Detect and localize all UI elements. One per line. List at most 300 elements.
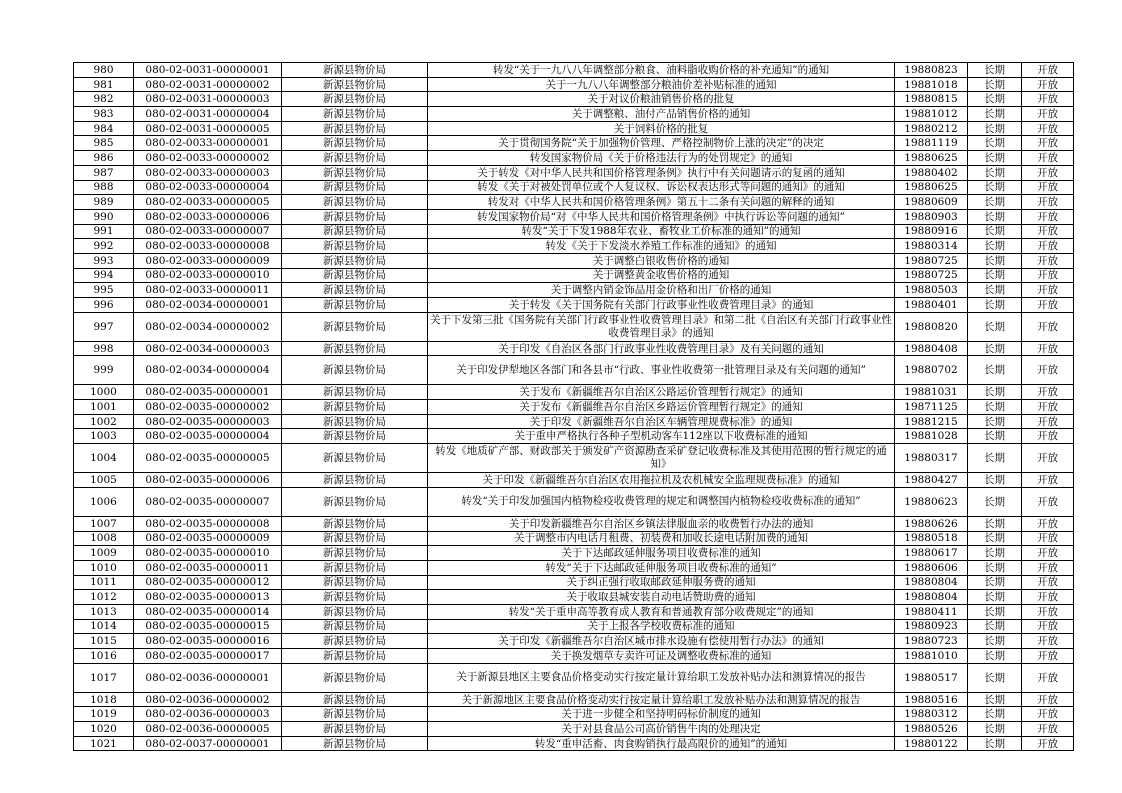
archive-code-cell: 080-02-0034-00000002 [134,312,282,341]
archive-code-cell: 080-02-0035-00000009 [134,531,282,546]
access-status-cell: 开放 [1022,136,1074,151]
table-row [74,429,1074,444]
access-status-cell: 开放 [1022,239,1074,254]
unit-cell: 新源县物价局 [282,341,428,356]
archive-code-cell: 080-02-0035-00000006 [134,473,282,488]
retention-term-cell: 长期 [968,400,1022,415]
unit-cell: 新源县物价局 [282,283,428,298]
unit-cell: 新源县物价局 [282,195,428,210]
access-status-cell: 开放 [1022,121,1074,136]
archive-code-cell: 080-02-0033-00000009 [134,253,282,268]
archive-code-cell: 080-02-0031-00000002 [134,77,282,92]
archive-code-cell: 080-02-0033-00000005 [134,195,282,210]
document-title-cell: 关于进一步健全和坚持明码标价制度的通知 [428,707,895,722]
document-title-cell: 关于下发第三批《国务院有关部门行政事业性收费管理目录》和第二批《自治区有关部门行政事业性收费管理目录》的通知 [428,312,895,341]
row-number-cell: 1009 [74,546,134,561]
access-status-cell: 开放 [1022,268,1074,283]
document-title-cell: 转发《关于下发淡水养殖工作标准的通知》的通知 [428,239,895,254]
row-number-cell: 986 [74,151,134,166]
access-status-cell: 开放 [1022,707,1074,722]
access-status-cell: 开放 [1022,516,1074,531]
date-cell: 19880411 [895,604,968,619]
archive-code-cell: 080-02-0036-00000001 [134,663,282,692]
row-number-cell: 1018 [74,692,134,707]
document-title-cell: 关于饲料价格的批复 [428,121,895,136]
document-title-cell: 关于发布《新疆维吾尔自治区公路运价管理暂行规定》的通知 [428,385,895,400]
table-row [74,195,1074,210]
access-status-cell: 开放 [1022,224,1074,239]
row-number-cell: 1004 [74,444,134,473]
archive-code-cell: 080-02-0035-00000008 [134,516,282,531]
document-title-cell: 关于重申严格执行各种子型机动客车112座以下收费标准的通知 [428,429,895,444]
table-row [74,546,1074,561]
table-row [74,531,1074,546]
date-cell: 19880820 [895,312,968,341]
access-status-cell: 开放 [1022,356,1074,385]
unit-cell: 新源县物价局 [282,546,428,561]
row-number-cell: 1021 [74,736,134,751]
document-title-cell: 关于印发《自治区各部门行政事业性收费管理目录》及有关问题的通知 [428,341,895,356]
document-title-cell: 转发“关于印发加强国内植物检疫收费管理的规定和调整国内植物检疫收费标准的通知” [428,487,895,516]
access-status-cell: 开放 [1022,590,1074,605]
date-cell: 19880427 [895,473,968,488]
unit-cell: 新源县物价局 [282,649,428,664]
unit-cell: 新源县物价局 [282,312,428,341]
unit-cell: 新源县物价局 [282,253,428,268]
retention-term-cell: 长期 [968,195,1022,210]
access-status-cell: 开放 [1022,253,1074,268]
retention-term-cell: 长期 [968,209,1022,224]
retention-term-cell: 长期 [968,385,1022,400]
unit-cell: 新源县物价局 [282,487,428,516]
archive-code-cell: 080-02-0031-00000004 [134,107,282,122]
archive-code-cell: 080-02-0035-00000014 [134,604,282,619]
date-cell: 19880625 [895,151,968,166]
date-cell: 19880606 [895,560,968,575]
table-row [74,575,1074,590]
document-title-cell: 关于纠正强行收取邮政延伸服务费的通知 [428,575,895,590]
archive-code-cell: 080-02-0033-00000011 [134,283,282,298]
unit-cell: 新源县物价局 [282,692,428,707]
archive-code-cell: 080-02-0035-00000017 [134,649,282,664]
document-title-cell: 关于转发《对中华人民共和国价格管理条例》执行中有关问题请示的复函的通知 [428,165,895,180]
table-row [74,663,1074,692]
date-cell: 19880314 [895,239,968,254]
table-row [74,649,1074,664]
row-number-cell: 983 [74,107,134,122]
date-cell: 19880212 [895,121,968,136]
document-title-cell: 关于印发《新疆维吾尔自治区城市排水设施有偿使用暂行办法》的通知 [428,634,895,649]
unit-cell: 新源县物价局 [282,151,428,166]
date-cell: 19880516 [895,692,968,707]
retention-term-cell: 长期 [968,92,1022,107]
retention-term-cell: 长期 [968,722,1022,737]
row-number-cell: 981 [74,77,134,92]
unit-cell: 新源县物价局 [282,180,428,195]
archive-code-cell: 080-02-0033-00000004 [134,180,282,195]
row-number-cell: 1016 [74,649,134,664]
retention-term-cell: 长期 [968,692,1022,707]
row-number-cell: 1003 [74,429,134,444]
unit-cell: 新源县物价局 [282,239,428,254]
access-status-cell: 开放 [1022,604,1074,619]
document-title-cell: 关于转发《关于国务院有关部门行政事业性收费管理目录》的通知 [428,298,895,313]
date-cell: 19880503 [895,283,968,298]
archive-code-cell: 080-02-0035-00000010 [134,546,282,561]
row-number-cell: 993 [74,253,134,268]
row-number-cell: 1008 [74,531,134,546]
document-title-cell: 关于印发伊犁地区各部门和各县市“行政、事业性收费第一批管理目录及有关问题的通知” [428,356,895,385]
archive-code-cell: 080-02-0035-00000013 [134,590,282,605]
archive-code-cell: 080-02-0031-00000003 [134,92,282,107]
document-title-cell: 关于发布《新疆维吾尔自治区乡路运价管理暂行规定》的通知 [428,400,895,415]
table-row [74,77,1074,92]
table-row [74,341,1074,356]
unit-cell: 新源县物价局 [282,736,428,751]
access-status-cell: 开放 [1022,107,1074,122]
date-cell: 19880815 [895,92,968,107]
table-row [74,107,1074,122]
date-cell: 19880609 [895,195,968,210]
row-number-cell: 990 [74,209,134,224]
unit-cell: 新源县物价局 [282,516,428,531]
table-row [74,209,1074,224]
archive-code-cell: 080-02-0035-00000002 [134,400,282,415]
archive-code-cell: 080-02-0034-00000001 [134,298,282,313]
date-cell: 19880401 [895,298,968,313]
unit-cell: 新源县物价局 [282,722,428,737]
row-number-cell: 1012 [74,590,134,605]
table-row [74,590,1074,605]
document-title-cell: 关于调整粮、油付产品销售价格的通知 [428,107,895,122]
archive-code-cell: 080-02-0035-00000012 [134,575,282,590]
access-status-cell: 开放 [1022,546,1074,561]
archive-code-cell: 080-02-0033-00000007 [134,224,282,239]
row-number-cell: 989 [74,195,134,210]
retention-term-cell: 长期 [968,444,1022,473]
row-number-cell: 1000 [74,385,134,400]
unit-cell: 新源县物价局 [282,707,428,722]
document-title-cell: 关于贯彻国务院“关于加强物价管理、严格控制物价上涨的决定”的决定 [428,136,895,151]
unit-cell: 新源县物价局 [282,298,428,313]
row-number-cell: 996 [74,298,134,313]
unit-cell: 新源县物价局 [282,63,428,78]
document-title-cell: 关于对议价粮油销售价格的批复 [428,92,895,107]
archive-code-cell: 080-02-0033-00000008 [134,239,282,254]
archive-code-cell: 080-02-0036-00000002 [134,692,282,707]
document-title-cell: 关于印发新疆维吾尔自治区乡镇法律服血亲的收费暂行办法的通知 [428,516,895,531]
access-status-cell: 开放 [1022,63,1074,78]
document-title-cell: 关于新源地区主要食品价格变动实行按定量计算给职工发放补贴办法和测算情况的报告 [428,692,895,707]
unit-cell: 新源县物价局 [282,663,428,692]
date-cell: 19881031 [895,385,968,400]
archive-code-cell: 080-02-0034-00000004 [134,356,282,385]
date-cell: 19880408 [895,341,968,356]
access-status-cell: 开放 [1022,209,1074,224]
archive-code-cell: 080-02-0035-00000011 [134,560,282,575]
archive-code-cell: 080-02-0033-00000003 [134,165,282,180]
table-row [74,253,1074,268]
date-cell: 19880312 [895,707,968,722]
table-row [74,239,1074,254]
retention-term-cell: 长期 [968,531,1022,546]
table-row [74,283,1074,298]
archive-code-cell: 080-02-0033-00000001 [134,136,282,151]
document-title-cell: 关于印发《新疆维吾尔自治区车辆管理规费标准》的通知 [428,414,895,429]
row-number-cell: 997 [74,312,134,341]
access-status-cell: 开放 [1022,487,1074,516]
archive-code-cell: 080-02-0037-00000001 [134,736,282,751]
unit-cell: 新源县物价局 [282,268,428,283]
retention-term-cell: 长期 [968,180,1022,195]
access-status-cell: 开放 [1022,663,1074,692]
archive-code-cell: 080-02-0035-00000005 [134,444,282,473]
table-row [74,473,1074,488]
row-number-cell: 1011 [74,575,134,590]
row-number-cell: 1014 [74,619,134,634]
retention-term-cell: 长期 [968,77,1022,92]
date-cell: 19881012 [895,107,968,122]
table-row [74,121,1074,136]
access-status-cell: 开放 [1022,619,1074,634]
archive-code-cell: 080-02-0033-00000002 [134,151,282,166]
access-status-cell: 开放 [1022,722,1074,737]
document-title-cell: 关于一九八八年调整部分粮油价差补贴标准的通知 [428,77,895,92]
unit-cell: 新源县物价局 [282,92,428,107]
unit-cell: 新源县物价局 [282,590,428,605]
unit-cell: 新源县物价局 [282,575,428,590]
table-row [74,356,1074,385]
access-status-cell: 开放 [1022,77,1074,92]
unit-cell: 新源县物价局 [282,77,428,92]
row-number-cell: 1010 [74,560,134,575]
table-row [74,298,1074,313]
document-title-cell: 关于收取县城安装自动电话赞助费的通知 [428,590,895,605]
date-cell: 19880823 [895,63,968,78]
table-row [74,619,1074,634]
date-cell: 19880916 [895,224,968,239]
row-number-cell: 1001 [74,400,134,415]
date-cell: 19881119 [895,136,968,151]
date-cell: 19880725 [895,253,968,268]
retention-term-cell: 长期 [968,634,1022,649]
date-cell: 19880402 [895,165,968,180]
retention-term-cell: 长期 [968,121,1022,136]
retention-term-cell: 长期 [968,298,1022,313]
retention-term-cell: 长期 [968,736,1022,751]
date-cell: 19880518 [895,531,968,546]
date-cell: 19880725 [895,268,968,283]
document-title-cell: 关于新源县地区主要食品价格变动实行按定量计算给职工发放补贴办法和测算情况的报告 [428,663,895,692]
date-cell: 19880626 [895,516,968,531]
document-title-cell: 转发《地质矿产部、财政部关于颁发矿产资源勘查采矿登记收费标准及其使用范围的暂行规定的通知》 [428,444,895,473]
access-status-cell: 开放 [1022,385,1074,400]
retention-term-cell: 长期 [968,253,1022,268]
row-number-cell: 1013 [74,604,134,619]
unit-cell: 新源县物价局 [282,356,428,385]
table-row [74,400,1074,415]
table-row [74,92,1074,107]
date-cell: 19880122 [895,736,968,751]
document-title-cell: 转发“关于下达邮政延伸服务项目收费标准的通知” [428,560,895,575]
retention-term-cell: 长期 [968,619,1022,634]
document-title-cell: 转发“关于重申高等教育成人教育和普通教育部分收费规定”的通知 [428,604,895,619]
row-number-cell: 998 [74,341,134,356]
table-row [74,180,1074,195]
retention-term-cell: 长期 [968,224,1022,239]
unit-cell: 新源县物价局 [282,414,428,429]
archive-code-cell: 080-02-0035-00000015 [134,619,282,634]
document-title-cell: 关于对县食品公司高价销售牛肉的处理决定 [428,722,895,737]
retention-term-cell: 长期 [968,136,1022,151]
retention-term-cell: 长期 [968,663,1022,692]
document-title-cell: 关于调整市内电话月租费、初装费和加收长途电话附加费的通知 [428,531,895,546]
table-body [74,63,1074,751]
retention-term-cell: 长期 [968,268,1022,283]
retention-term-cell: 长期 [968,429,1022,444]
row-number-cell: 992 [74,239,134,254]
date-cell: 19880923 [895,619,968,634]
row-number-cell: 1005 [74,473,134,488]
archive-code-cell: 080-02-0033-00000010 [134,268,282,283]
retention-term-cell: 长期 [968,341,1022,356]
archive-code-cell: 080-02-0031-00000005 [134,121,282,136]
unit-cell: 新源县物价局 [282,429,428,444]
access-status-cell: 开放 [1022,298,1074,313]
date-cell: 19880625 [895,180,968,195]
date-cell: 19880903 [895,209,968,224]
date-cell: 19880804 [895,590,968,605]
document-title-cell: 关于下达邮政延伸服务项目收费标准的通知 [428,546,895,561]
access-status-cell: 开放 [1022,414,1074,429]
table-row [74,165,1074,180]
table-row [74,692,1074,707]
retention-term-cell: 长期 [968,707,1022,722]
table-row [74,604,1074,619]
row-number-cell: 985 [74,136,134,151]
access-status-cell: 开放 [1022,180,1074,195]
document-title-cell: 关于调整内销金饰品用金价格和出厂价格的通知 [428,283,895,298]
archive-code-cell: 080-02-0035-00000004 [134,429,282,444]
row-number-cell: 995 [74,283,134,298]
date-cell: 19881028 [895,429,968,444]
table-row [74,385,1074,400]
row-number-cell: 999 [74,356,134,385]
unit-cell: 新源县物价局 [282,634,428,649]
access-status-cell: 开放 [1022,575,1074,590]
access-status-cell: 开放 [1022,634,1074,649]
unit-cell: 新源县物价局 [282,107,428,122]
retention-term-cell: 长期 [968,239,1022,254]
table-row [74,151,1074,166]
retention-term-cell: 长期 [968,560,1022,575]
table-row [74,722,1074,737]
table-row [74,312,1074,341]
retention-term-cell: 长期 [968,414,1022,429]
archive-code-cell: 080-02-0035-00000016 [134,634,282,649]
table-row [74,634,1074,649]
row-number-cell: 1015 [74,634,134,649]
unit-cell: 新源县物价局 [282,224,428,239]
archive-code-cell: 080-02-0035-00000001 [134,385,282,400]
document-title-cell: 转发“关于下发1988年农业、畜牧业工价标准的通知”的通知 [428,224,895,239]
row-number-cell: 1019 [74,707,134,722]
retention-term-cell: 长期 [968,63,1022,78]
date-cell: 19880723 [895,634,968,649]
table-row [74,63,1074,78]
access-status-cell: 开放 [1022,151,1074,166]
access-status-cell: 开放 [1022,692,1074,707]
row-number-cell: 984 [74,121,134,136]
document-title-cell: 转发国家物价局“对《中华人民共和国价格管理条例》中执行诉讼等问题的通知” [428,209,895,224]
unit-cell: 新源县物价局 [282,121,428,136]
date-cell: 19881018 [895,77,968,92]
row-number-cell: 1006 [74,487,134,516]
access-status-cell: 开放 [1022,283,1074,298]
retention-term-cell: 长期 [968,487,1022,516]
date-cell: 19881010 [895,649,968,664]
date-cell: 19880517 [895,663,968,692]
date-cell: 19880702 [895,356,968,385]
access-status-cell: 开放 [1022,195,1074,210]
row-number-cell: 1002 [74,414,134,429]
document-title-cell: 关于换发烟草专卖许可证及调整收费标准的通知 [428,649,895,664]
access-status-cell: 开放 [1022,341,1074,356]
retention-term-cell: 长期 [968,546,1022,561]
archive-code-cell: 080-02-0031-00000001 [134,63,282,78]
retention-term-cell: 长期 [968,575,1022,590]
retention-term-cell: 长期 [968,590,1022,605]
row-number-cell: 982 [74,92,134,107]
row-number-cell: 1020 [74,722,134,737]
retention-term-cell: 长期 [968,312,1022,341]
date-cell: 19880623 [895,487,968,516]
unit-cell: 新源县物价局 [282,444,428,473]
access-status-cell: 开放 [1022,92,1074,107]
date-cell: 19880317 [895,444,968,473]
table-row [74,414,1074,429]
access-status-cell: 开放 [1022,473,1074,488]
unit-cell: 新源县物价局 [282,619,428,634]
retention-term-cell: 长期 [968,649,1022,664]
document-title-cell: 转发“重申活畜、肉食购销执行最高限价的通知”的通知 [428,736,895,751]
unit-cell: 新源县物价局 [282,560,428,575]
access-status-cell: 开放 [1022,560,1074,575]
date-cell: 19871125 [895,400,968,415]
document-title-cell: 关于调整黄金收售价格的通知 [428,268,895,283]
unit-cell: 新源县物价局 [282,604,428,619]
access-status-cell: 开放 [1022,429,1074,444]
date-cell: 19881215 [895,414,968,429]
document-title-cell: 转发国家物价局《关于价格违法行为的处罚规定》的通知 [428,151,895,166]
row-number-cell: 1007 [74,516,134,531]
retention-term-cell: 长期 [968,165,1022,180]
date-cell: 19880526 [895,722,968,737]
table-row [74,560,1074,575]
table-row [74,707,1074,722]
archive-catalog-table [73,62,1074,751]
unit-cell: 新源县物价局 [282,400,428,415]
table-row [74,444,1074,473]
archive-code-cell: 080-02-0033-00000006 [134,209,282,224]
row-number-cell: 991 [74,224,134,239]
row-number-cell: 987 [74,165,134,180]
unit-cell: 新源县物价局 [282,473,428,488]
access-status-cell: 开放 [1022,649,1074,664]
row-number-cell: 1017 [74,663,134,692]
row-number-cell: 988 [74,180,134,195]
document-title-cell: 关于调整白银收售价格的通知 [428,253,895,268]
